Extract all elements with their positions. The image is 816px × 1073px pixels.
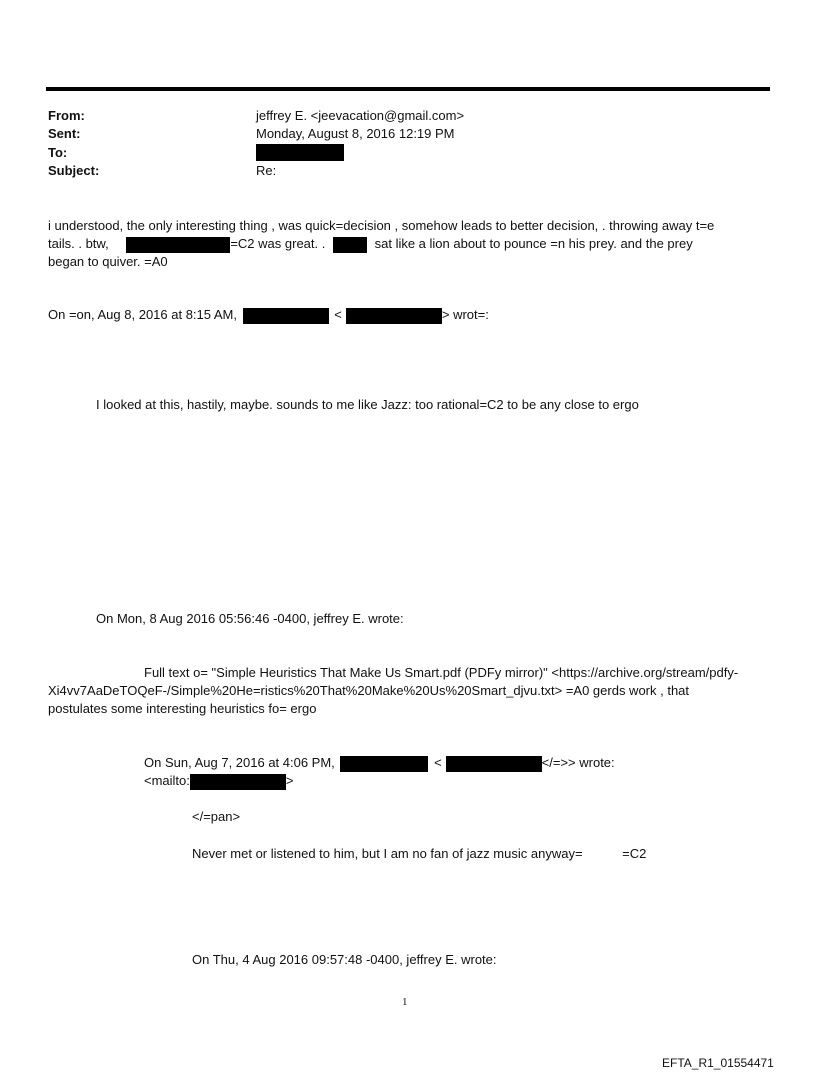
sent-value: Monday, August 8, 2016 12:19 PM <box>256 126 455 141</box>
redaction <box>126 237 230 253</box>
mailto-open: <mailto: <box>144 773 190 788</box>
quote4-header: On Thu, 4 Aug 2016 09:57:48 -0400, jeffrey E. wrote: <box>192 952 497 967</box>
quote1-header <box>48 306 489 324</box>
quote1-header-a: On =on, Aug 8, 2016 at 8:15 AM, <box>48 307 238 322</box>
quote3-text-b: =C2 <box>622 846 647 861</box>
to-label: To: <box>48 145 68 160</box>
body-line-2-a: tails. . btw, <box>48 236 109 251</box>
to-redaction <box>256 144 344 161</box>
bates-number: EFTA_R1_01554471 <box>662 1056 774 1070</box>
quote1-header-c: > wrot=: <box>441 307 489 322</box>
quote1-header-b: < <box>334 307 342 322</box>
header-rule <box>46 87 770 91</box>
quote3-text <box>192 845 646 862</box>
quote3-header <box>144 754 615 772</box>
redaction <box>340 756 428 772</box>
redaction <box>190 774 286 790</box>
redaction <box>446 756 542 772</box>
body-line-2 <box>48 235 693 253</box>
body-line-3: began to quiver. =A0 <box>48 254 168 269</box>
quote1-text: I looked at this, hastily, maybe. sounds to me like Jazz: too rational=C2 to be any close to ergo <box>96 397 639 412</box>
quote3-pan: </=pan> <box>192 809 241 824</box>
redaction <box>243 308 329 324</box>
quote2-header: On Mon, 8 Aug 2016 05:56:46 -0400, jeffrey E. wrote: <box>96 611 404 626</box>
quote2-line-2: Xi4vv7AaDeTOQeF-/Simple%20He=ristics%20That%20Make%20Us%20Smart_djvu.txt> =A0 gerds work , that <box>48 683 690 698</box>
from-value: jeffrey E. <jeevacation@gmail.com> <box>256 108 465 123</box>
quote3-header-a: On Sun, Aug 7, 2016 at 4:06 PM, <box>144 755 335 770</box>
redaction <box>346 308 442 324</box>
quote3-mailto <box>144 772 293 790</box>
from-label: From: <box>48 108 85 123</box>
body-line-1: i understood, the only interesting thing , was quick=decision , somehow leads to better decision, . throwing away t=e <box>48 218 715 233</box>
quote3-header-b: < <box>434 755 442 770</box>
quote2-line-1: Full text o= "Simple Heuristics That Make Us Smart.pdf (PDFy mirror)" <https://archive.org/stream/pdfy- <box>144 665 739 680</box>
page-number: 1 <box>402 996 408 1008</box>
body-line-2-c: sat like a lion about to pounce =n his prey. and the prey <box>374 236 693 251</box>
subject-value: Re: <box>256 163 277 178</box>
mailto-close: > <box>285 773 294 788</box>
quote3-header-c: </=>> wrote: <box>541 755 615 770</box>
body-line-2-b: =C2 was great. . <box>230 236 326 251</box>
quote3-text-a: Never met or listened to him, but I am no fan of jazz music anyway= <box>192 846 583 861</box>
sent-label: Sent: <box>48 126 81 141</box>
subject-label: Subject: <box>48 163 100 178</box>
quote2-line-3: postulates some interesting heuristics fo= ergo <box>48 701 317 716</box>
redaction <box>333 237 367 253</box>
